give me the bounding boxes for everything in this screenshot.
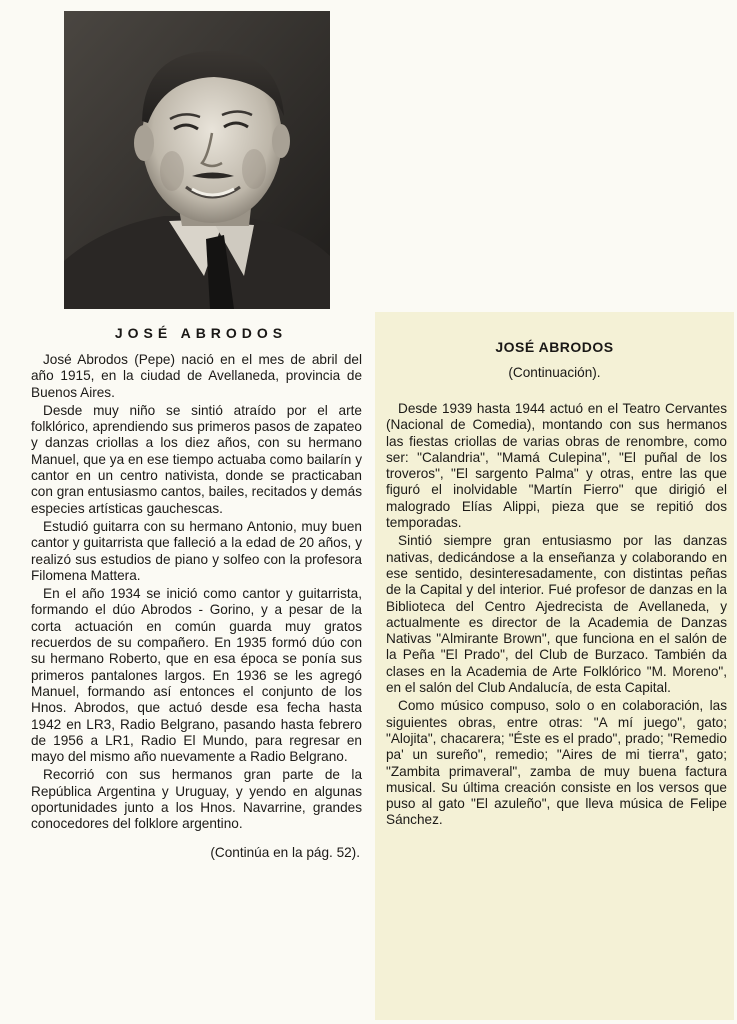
portrait-photo: [64, 11, 330, 309]
article-body-left: [31, 352, 362, 863]
paragraph: Desde muy niño se sintió atraído por el arte folklórico, aprendiendo sus primeros pasos de zapateo y danzas criollas a los diez años, con su hermano Manuel, que ya en ese tiempo actuaba como bailarín y cantor en un centro nativista, donde se practicaban con gran entusiasmo cantos, bailes, recitados y demás especies artísticas gauchescas.: [31, 402, 362, 516]
continuation-note: (Continúa en la pág. 52).: [210, 844, 360, 860]
paragraph: Sintió siempre gran entusiasmo por las danzas nativas, dedicándose a la enseñanza y colaborando en ese sentido, desinteresadamente, con distintas peñas de la Capital y del interior. Fué profesor de danzas en la Biblioteca del Centro Ajedrecista de Avellaneda, y actualmente es director de la Academia de Danzas Nativas "Almirante Brown", que funciona en el salón de la Peña "El Prado", del Club de Burzaco. También da clases en la Academia de Arte Folklórico "M. Moreno", en el salón del Club Andalucía, de esta Capital.: [386, 533, 727, 696]
paragraph: En el año 1934 se inició como cantor y guitarrista, formando el dúo Abrodos - Gorino, y a pesar de la corta actuación en común guarda muy gratos recuerdos de su compañero. En 1935 formó dúo con su hermano Roberto, que en esa época se ponía sus primeros pantalones largos. En 1936 se les agregó Manuel, formando así entonces el conjunto de los Hnos. Abrodos, que actuó desde esa fecha hasta 1942 en LR3, Radio Belgrano, pasando hasta febrero de 1956 a LR1, Radio El Mundo, para regresar en mayo del mismo año nuevamente a Radio Belgrano.: [31, 586, 362, 765]
paragraph: Desde 1939 hasta 1944 actuó en el Teatro Cervantes (Nacional de Comedia), montando con sus hermanos las fiestas criollas de varias obras de renombre, como ser: "Calandria", "Mamá Culepina", "El puñal de los troveros", "El sargento Palma" y otras, entre las que figuró el inolvidable "Martín Fierro" que dirigió el malogrado Elías Alippi, pieza que se repitió dos temporadas.: [386, 401, 727, 531]
paragraph: José Abrodos (Pepe) nació en el mes de abril del año 1915, en la ciudad de Avellaneda, provincia de Buenos Aires.: [31, 352, 362, 400]
portrait-illustration: [64, 11, 330, 309]
continuation-title: JOSÉ ABRODOS: [495, 339, 614, 355]
article-title: JOSÉ ABRODOS: [114, 325, 288, 341]
paragraph: Recorrió con sus hermanos gran parte de la República Argentina y Uruguay, y yendo en algunas oportunidades junto a los Hnos. Navarrine, grandes conocedores del folklore argentino.: [31, 767, 362, 832]
paragraph: Como músico compuso, solo o en colaboración, las siguientes obras, entre otras: "A mí juego", gato; "Alojita", chacarera; "Éste es el prado", prado; "Remedio pa' un sureño", remedio; "Aires de mi tierra", gato; "Zambita primaveral", zamba de muy buena factura musical. Su última creación consiste en los versos que puso al gato "El azuleño", que lleva música de Felipe Sánchez.: [386, 698, 727, 828]
article-body-right: [386, 401, 727, 831]
continuation-subtitle: (Continuación).: [508, 365, 601, 380]
paragraph: Estudió guitarra con su hermano Antonio, muy buen cantor y guitarrista que falleció a la edad de 20 años, y realizó sus estudios de piano y solfeo con la profesora Filomena Mattera.: [31, 518, 362, 583]
